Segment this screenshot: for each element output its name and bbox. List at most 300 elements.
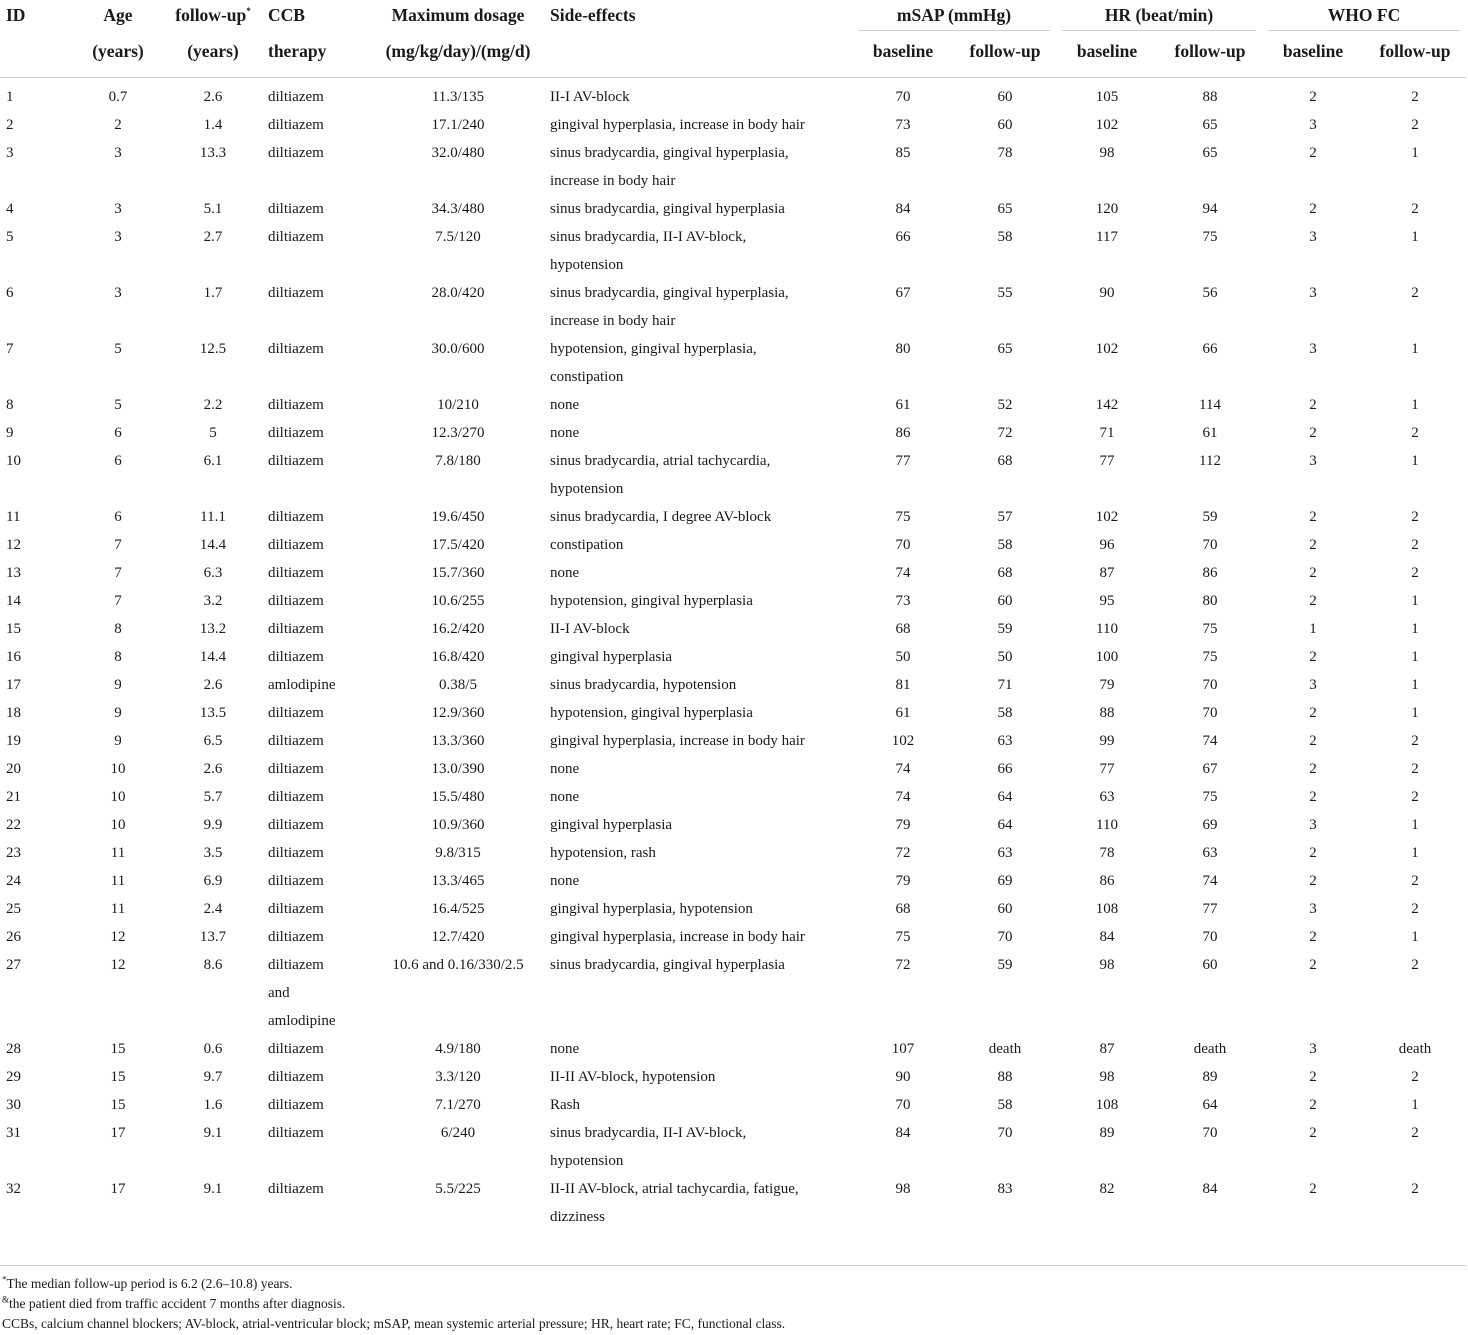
cell-hr-f: 74: [1202, 873, 1218, 889]
table-row: [0, 419, 1466, 447]
cell-hr-f: 61: [1202, 425, 1218, 441]
cell-fu: 2.4: [203, 901, 223, 917]
cell-msap-f: 63: [997, 733, 1013, 749]
cell-side-line: sinus bradycardia, I degree AV-block: [550, 509, 772, 525]
cell-hr-f: 74: [1202, 733, 1218, 749]
cell-id: 13: [6, 565, 21, 581]
cell-dose: 28.0/420: [431, 285, 485, 301]
cell-msap-b: 80: [895, 341, 911, 357]
cell-id: 24: [6, 873, 21, 889]
cell-hr-f: 75: [1202, 229, 1218, 245]
cell-who-f: 2: [1411, 1125, 1419, 1141]
header-hr-rule: [1062, 0, 1256, 31]
cell-hr-b: 77: [1099, 453, 1115, 469]
cell-ccb-line: diltiazem: [268, 117, 324, 133]
cell-msap-b: 84: [895, 201, 911, 217]
cell-id: 12: [6, 537, 21, 553]
table-row: [0, 895, 1466, 923]
cell-msap-f: 71: [997, 677, 1013, 693]
cell-msap-f: 59: [997, 957, 1013, 973]
cell-age: 2: [114, 117, 122, 133]
cell-side: [550, 447, 852, 503]
cell-who-b: 1: [1309, 621, 1317, 637]
header-ccb-line1: CCB: [268, 5, 305, 25]
cell-dose: 30.0/600: [431, 341, 485, 357]
cell-age: 5: [114, 397, 122, 413]
cell-side-line: gingival hyperplasia, increase in body hair: [550, 733, 805, 749]
header-id: ID: [6, 5, 26, 25]
cell-ccb: [268, 783, 366, 811]
header-hr: [1056, 0, 1262, 31]
cell-side-line: hypotension, gingival hyperplasia: [550, 705, 753, 721]
header-who: [1262, 0, 1466, 31]
cell-fu: 14.4: [199, 649, 227, 665]
cell-side-line: constipation: [550, 537, 624, 553]
cell-ccb-line: diltiazem: [268, 957, 324, 973]
cell-msap-b: 50: [895, 649, 911, 665]
cell-who-f: 1: [1411, 817, 1419, 833]
cell-fu: 13.3: [199, 145, 227, 161]
cell-hr-f: 60: [1202, 957, 1218, 973]
cell-msap-b: 77: [895, 453, 911, 469]
table-row: [0, 1175, 1466, 1231]
cell-id: 22: [6, 817, 21, 833]
cell-who-f: 1: [1411, 229, 1419, 245]
header-msap: [852, 0, 1056, 31]
table-row: [0, 811, 1466, 839]
cell-hr-b: 100: [1095, 649, 1119, 665]
cell-age: 3: [114, 229, 122, 245]
cell-id: 3: [6, 145, 14, 161]
cell-dose: 15.5/480: [431, 789, 485, 805]
cell-who-f: 1: [1411, 397, 1419, 413]
cell-side: [550, 195, 852, 223]
cell-hr-b: 108: [1095, 901, 1119, 917]
cell-ccb-line: diltiazem: [268, 537, 324, 553]
cell-ccb: [268, 671, 366, 699]
cell-fu: 6.5: [203, 733, 223, 749]
cell-age: 6: [114, 453, 122, 469]
header-followup-line2: (years): [187, 41, 239, 61]
header-hr-label: HR (beat/min): [1104, 5, 1214, 25]
cell-id: 9: [6, 425, 14, 441]
table-bottom-rule: [0, 1265, 1466, 1266]
cell-ccb-line: diltiazem: [268, 733, 324, 749]
cell-who-f: 1: [1411, 845, 1419, 861]
table-row: [0, 195, 1466, 223]
cell-hr-b: 98: [1099, 1069, 1115, 1085]
cell-side: [550, 531, 852, 559]
cell-age: 9: [114, 733, 122, 749]
cell-msap-b: 66: [895, 229, 911, 245]
cell-who-b: 2: [1309, 145, 1317, 161]
header-age-line1: Age: [103, 5, 133, 25]
cell-ccb-line: diltiazem: [268, 341, 324, 357]
cell-id: 26: [6, 929, 21, 945]
cell-id: 11: [6, 509, 21, 525]
cell-hr-b: 98: [1099, 957, 1115, 973]
cell-who-b: 2: [1309, 873, 1317, 889]
cell-msap-b: 86: [895, 425, 911, 441]
cell-hr-f: 66: [1202, 341, 1218, 357]
footnote-3: [2, 1314, 1462, 1334]
cell-side: [550, 1091, 852, 1119]
cell-side: [550, 643, 852, 671]
cell-ccb-line: diltiazem: [268, 509, 324, 525]
cell-msap-b: 61: [895, 705, 911, 721]
cell-who-f: 1: [1411, 145, 1419, 161]
cell-msap-b: 75: [895, 929, 911, 945]
cell-id: 17: [6, 677, 21, 693]
cell-ccb-line: diltiazem: [268, 593, 324, 609]
cell-ccb: [268, 727, 366, 755]
cell-ccb: [268, 1063, 366, 1091]
cell-side: [550, 755, 852, 783]
cell-msap-f: 60: [997, 901, 1013, 917]
cell-id: 31: [6, 1125, 21, 1141]
cell-who-b: 2: [1309, 425, 1317, 441]
cell-fu: 2.7: [203, 229, 223, 245]
cell-dose: 3.3/120: [435, 1069, 481, 1085]
cell-msap-f: 58: [997, 705, 1013, 721]
cell-who-b: 2: [1309, 705, 1317, 721]
table-row: [0, 951, 1466, 1035]
cell-side: [550, 1175, 852, 1231]
cell-who-b: 2: [1309, 1125, 1317, 1141]
cell-ccb: [268, 69, 366, 111]
cell-id: 32: [6, 1181, 21, 1197]
cell-side-line: sinus bradycardia, II-I AV-block,: [550, 1125, 747, 1141]
table-row: [0, 867, 1466, 895]
cell-who-f: 2: [1411, 733, 1419, 749]
cell-fu: 9.7: [203, 1069, 223, 1085]
cell-hr-f: 70: [1202, 705, 1218, 721]
cell-hr-f: 70: [1202, 537, 1218, 553]
cell-msap-b: 72: [895, 957, 911, 973]
cell-side-line: hypotension: [550, 257, 624, 273]
cell-ccb-line: diltiazem: [268, 453, 324, 469]
cell-fu: 9.1: [203, 1125, 223, 1141]
cell-who-f: 2: [1411, 761, 1419, 777]
cell-msap-b: 81: [895, 677, 911, 693]
cell-msap-f: 58: [997, 537, 1013, 553]
cell-msap-b: 67: [895, 285, 911, 301]
cell-ccb-line: diltiazem: [268, 817, 324, 833]
cell-hr-b: 89: [1099, 1125, 1115, 1141]
cell-id: 4: [6, 201, 14, 217]
cell-fu: 5: [209, 425, 217, 441]
cell-msap-f: 66: [997, 761, 1013, 777]
cell-hr-f: 64: [1202, 1097, 1218, 1113]
table-row: [0, 755, 1466, 783]
cell-who-f: 2: [1411, 873, 1419, 889]
cell-hr-b: 86: [1099, 873, 1115, 889]
cell-msap-f: 70: [997, 1125, 1013, 1141]
header-followup-line1: [158, 0, 268, 31]
cell-side-line: none: [550, 873, 580, 889]
footnote-1-mark: *: [2, 1274, 7, 1285]
cell-side-line: gingival hyperplasia: [550, 649, 673, 665]
cell-ccb-line: diltiazem: [268, 1041, 324, 1057]
cell-id: 19: [6, 733, 21, 749]
cell-side-line: sinus bradycardia, hypotension: [550, 677, 737, 693]
footnotes: [2, 1274, 1462, 1334]
cell-msap-f: 50: [997, 649, 1013, 665]
cell-who-f: 1: [1411, 705, 1419, 721]
cell-hr-b: 102: [1095, 341, 1119, 357]
table-row: [0, 1091, 1466, 1119]
cell-msap-b: 73: [895, 593, 911, 609]
cell-who-b: 3: [1309, 285, 1317, 301]
cell-age: 15: [110, 1041, 126, 1057]
cell-who-b: 2: [1309, 1097, 1317, 1113]
header-age-line2: (years): [92, 41, 144, 61]
cell-fu: 2.6: [203, 89, 223, 105]
cell-who-b: 2: [1309, 201, 1317, 217]
cell-side: [550, 391, 852, 419]
cell-who-f: 2: [1411, 1181, 1419, 1197]
cell-side: [550, 923, 852, 951]
cell-side: [550, 139, 852, 195]
cell-dose: 15.7/360: [431, 565, 485, 581]
cell-hr-f: 69: [1202, 817, 1218, 833]
table-row: [0, 447, 1466, 503]
cell-id: 20: [6, 761, 21, 777]
cell-ccb-line: diltiazem: [268, 873, 324, 889]
cell-msap-b: 74: [895, 761, 911, 777]
cell-hr-f: 80: [1202, 593, 1218, 609]
cell-msap-f: 69: [997, 873, 1013, 889]
cell-fu: 6.9: [203, 873, 223, 889]
cell-ccb: [268, 615, 366, 643]
cell-side-line: gingival hyperplasia, increase in body hair: [550, 929, 805, 945]
header-side-blank: [550, 31, 852, 69]
cell-msap-f: 83: [997, 1181, 1013, 1197]
cell-hr-f: 75: [1202, 789, 1218, 805]
cell-hr-f: 63: [1202, 845, 1218, 861]
cell-msap-b: 79: [895, 817, 911, 833]
cell-hr-f: 70: [1202, 929, 1218, 945]
cell-msap-b: 61: [895, 397, 911, 413]
cell-who-b: 2: [1309, 733, 1317, 749]
cell-hr-f: 75: [1202, 621, 1218, 637]
cell-side-line: sinus bradycardia, II-I AV-block,: [550, 229, 747, 245]
cell-age: 8: [114, 621, 122, 637]
cell-dose: 7.5/120: [435, 229, 481, 245]
cell-ccb-line: diltiazem: [268, 89, 324, 105]
cell-who-b: 3: [1309, 677, 1317, 693]
cell-fu: 14.4: [199, 537, 227, 553]
cell-msap-f: 57: [997, 509, 1013, 525]
cell-who-f: 2: [1411, 957, 1419, 973]
cell-hr-f: 75: [1202, 649, 1218, 665]
cell-hr-f: 86: [1202, 565, 1218, 581]
table-row: [0, 923, 1466, 951]
table-row: [0, 727, 1466, 755]
header-side-effects: Side-effects: [550, 5, 636, 25]
header-who-baseline: baseline: [1282, 41, 1344, 61]
cell-ccb: [268, 923, 366, 951]
cell-side: [550, 1063, 852, 1091]
cell-age: 6: [114, 425, 122, 441]
cell-side: [550, 867, 852, 895]
cell-side: [550, 503, 852, 531]
cell-id: 21: [6, 789, 21, 805]
cell-ccb-line: diltiazem: [268, 229, 324, 245]
cell-hr-b: 102: [1095, 509, 1119, 525]
cell-id: 8: [6, 397, 14, 413]
cell-side: [550, 111, 852, 139]
cell-ccb: [268, 391, 366, 419]
cell-age: 3: [114, 145, 122, 161]
cell-side-line: dizziness: [550, 1209, 605, 1225]
cell-who-f: 1: [1411, 453, 1419, 469]
table-row: [0, 839, 1466, 867]
cell-side-line: sinus bradycardia, gingival hyperplasia,: [550, 145, 789, 161]
cell-side-line: increase in body hair: [550, 173, 676, 189]
cell-fu: 6.3: [203, 565, 223, 581]
cell-ccb: [268, 279, 366, 335]
cell-msap-f: 60: [997, 593, 1013, 609]
cell-side-line: Rash: [550, 1097, 580, 1113]
cell-msap-b: 102: [891, 733, 915, 749]
cell-who-f: 2: [1411, 901, 1419, 917]
table-row: [0, 671, 1466, 699]
cell-ccb-line: diltiazem: [268, 761, 324, 777]
cell-side-line: sinus bradycardia, atrial tachycardia,: [550, 453, 771, 469]
cell-msap-f: 68: [997, 565, 1013, 581]
table-body: [0, 69, 1466, 1231]
cell-who-b: 2: [1309, 957, 1317, 973]
cell-side: [550, 615, 852, 643]
cell-ccb-line: diltiazem: [268, 901, 324, 917]
cell-msap-f: 78: [997, 145, 1013, 161]
cell-hr-b: 90: [1099, 285, 1115, 301]
cell-who-f: 2: [1411, 537, 1419, 553]
cell-who-f: 2: [1411, 89, 1419, 105]
cell-msap-b: 70: [895, 537, 911, 553]
table-row: [0, 559, 1466, 587]
cell-fu: 2.6: [203, 761, 223, 777]
table-row: [0, 615, 1466, 643]
header-bottom-rule: [0, 77, 1466, 78]
cell-dose: 9.8/315: [435, 845, 481, 861]
cell-hr-f: 114: [1199, 397, 1221, 413]
table-row: [0, 279, 1466, 335]
cell-side-line: gingival hyperplasia: [550, 817, 673, 833]
cell-age: 12: [110, 957, 126, 973]
cell-msap-f: 60: [997, 117, 1013, 133]
cell-dose: 19.6/450: [431, 509, 485, 525]
cell-msap-f: 64: [997, 789, 1013, 805]
cell-ccb: [268, 867, 366, 895]
footnote-3-text: CCBs, calcium channel blockers; AV-block, atrial-ventricular block; mSAP, mean systemic arterial pressure; HR, heart rate; FC, functional class.: [2, 1316, 786, 1331]
cell-age: 11: [110, 901, 126, 917]
cell-dose: 10.9/360: [431, 817, 485, 833]
cell-side: [550, 223, 852, 279]
footnote-2-text: the patient died from traffic accident 7 months after diagnosis.: [9, 1296, 346, 1311]
cell-who-b: 2: [1309, 593, 1317, 609]
cell-msap-b: 73: [895, 117, 911, 133]
cell-dose: 7.8/180: [435, 453, 481, 469]
cell-who-f: 1: [1411, 341, 1419, 357]
header-msap-followup: follow-up: [969, 41, 1041, 61]
cell-ccb: [268, 755, 366, 783]
cell-who-b: 3: [1309, 453, 1317, 469]
cell-hr-f: 56: [1202, 285, 1218, 301]
header-msap-baseline: baseline: [872, 41, 934, 61]
cell-age: 11: [110, 873, 126, 889]
cell-ccb: [268, 223, 366, 279]
cell-ccb-line: diltiazem: [268, 397, 324, 413]
cell-side-line: sinus bradycardia, gingival hyperplasia: [550, 957, 785, 973]
table-row: [0, 531, 1466, 559]
cell-who-f: 2: [1411, 509, 1419, 525]
table-row: [0, 699, 1466, 727]
cell-hr-b: 78: [1099, 845, 1115, 861]
cell-id: 27: [6, 957, 21, 973]
cell-hr-b: 77: [1099, 761, 1115, 777]
cell-who-f: 1: [1411, 1097, 1419, 1113]
cell-who-f: 2: [1411, 285, 1419, 301]
cell-fu: 3.5: [203, 845, 223, 861]
cell-msap-f: 58: [997, 1097, 1013, 1113]
cell-hr-f: death: [1193, 1041, 1227, 1057]
cell-dose: 10/210: [437, 397, 479, 413]
cell-hr-b: 79: [1099, 677, 1115, 693]
cell-hr-f: 94: [1202, 201, 1218, 217]
cell-hr-b: 87: [1099, 565, 1115, 581]
cell-ccb: [268, 699, 366, 727]
cell-hr-f: 67: [1202, 761, 1218, 777]
header-who-followup: follow-up: [1379, 41, 1451, 61]
cell-ccb-line: diltiazem: [268, 705, 324, 721]
cell-msap-b: 74: [895, 565, 911, 581]
cell-age: 0.7: [108, 89, 128, 105]
cell-hr-b: 108: [1095, 1097, 1119, 1113]
cell-msap-f: 72: [997, 425, 1013, 441]
cell-age: 15: [110, 1097, 126, 1113]
cell-msap-b: 70: [895, 89, 911, 105]
cell-ccb: [268, 1175, 366, 1231]
cell-who-b: 2: [1309, 649, 1317, 665]
table-row: [0, 335, 1466, 391]
cell-age: 8: [114, 649, 122, 665]
cell-ccb-line: diltiazem: [268, 1181, 324, 1197]
cell-side: [550, 559, 852, 587]
cell-side: [550, 951, 852, 1035]
cell-msap-b: 70: [895, 1097, 911, 1113]
cell-ccb: [268, 503, 366, 531]
cell-hr-f: 70: [1202, 677, 1218, 693]
header-id-blank: [0, 31, 78, 69]
cell-side-line: II-II AV-block, hypotension: [550, 1069, 716, 1085]
cell-who-f: 2: [1411, 1069, 1419, 1085]
cell-who-f: 1: [1411, 929, 1419, 945]
cell-ccb: [268, 1091, 366, 1119]
header-dosage-line1: Maximum dosage: [391, 5, 525, 25]
cell-side-line: sinus bradycardia, gingival hyperplasia,: [550, 285, 789, 301]
cell-fu: 5.1: [203, 201, 223, 217]
cell-fu: 13.5: [199, 705, 227, 721]
cell-who-b: 2: [1309, 929, 1317, 945]
cell-hr-b: 142: [1095, 397, 1119, 413]
cell-msap-b: 107: [891, 1041, 915, 1057]
cell-dose: 11.3/135: [431, 89, 485, 105]
cell-age: 10: [110, 761, 126, 777]
cell-dose: 13.3/360: [431, 733, 485, 749]
cell-dose: 6/240: [440, 1125, 476, 1141]
